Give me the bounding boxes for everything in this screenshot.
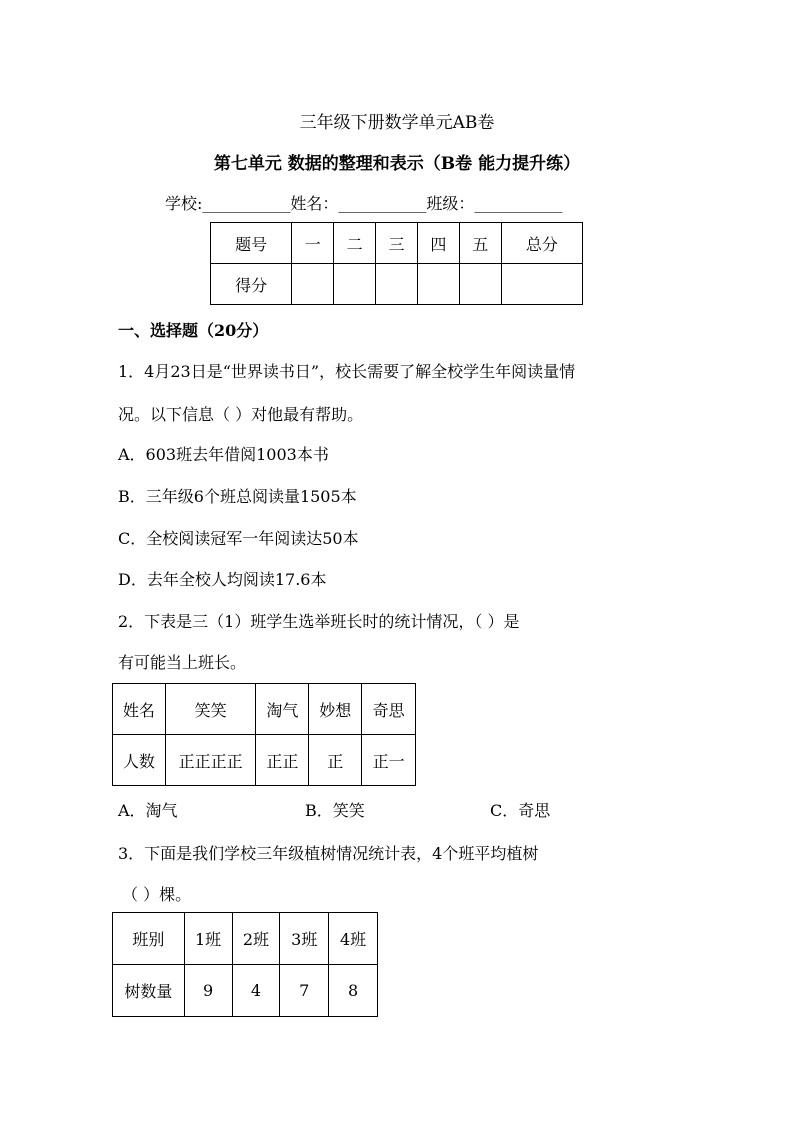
table-cell: 4班 <box>329 913 378 965</box>
table-cell: 7 <box>280 965 329 1017</box>
score-input-cell[interactable] <box>334 264 376 305</box>
q1-option-a: A．603班去年借阅1003本书 <box>118 445 329 464</box>
table-cell: 二 <box>334 223 376 264</box>
table-row <box>113 965 378 1017</box>
table-cell: 笑笑 <box>165 684 256 735</box>
table-cell: 奇思 <box>362 684 416 735</box>
q3-line1: 3．下面是我们学校三年级植树情况统计表，4个班平均植树 <box>118 844 539 863</box>
table-cell: 正 <box>309 735 362 786</box>
score-table <box>210 222 583 305</box>
score-input-cell[interactable] <box>459 264 501 305</box>
table-cell: 正正 <box>256 735 309 786</box>
table-cell: 1班 <box>184 913 232 965</box>
table-cell: 妙想 <box>309 684 362 735</box>
table-cell: 人数 <box>113 735 166 786</box>
q1-option-c: C．全校阅读冠军一年阅读达50本 <box>118 529 359 548</box>
table-cell: 五 <box>459 223 501 264</box>
table-cell: 淘气 <box>256 684 309 735</box>
q2-option-a: A．淘气 <box>118 801 178 820</box>
q1-line1: 1．4月23日是“世界读书日”，校长需要了解全校学生年阅读量情 <box>118 362 576 381</box>
score-input-cell[interactable] <box>417 264 459 305</box>
table-cell: 总分 <box>501 223 582 264</box>
student-info-line: 学校:___________姓名：___________班级：___________ <box>165 194 563 213</box>
table-cell: 9 <box>184 965 232 1017</box>
page-title: 三年级下册数学单元AB卷 <box>299 113 495 133</box>
table-cell: 题号 <box>211 223 292 264</box>
score-input-cell[interactable] <box>292 264 334 305</box>
q2-line1: 2．下表是三（1）班学生选举班长时的统计情况，（ ）是 <box>118 612 520 631</box>
table-cell: 一 <box>292 223 334 264</box>
table-cell: 8 <box>329 965 378 1017</box>
table-cell: 3班 <box>280 913 329 965</box>
table-row <box>113 913 378 965</box>
table-cell: 班别 <box>113 913 185 965</box>
table-cell: 2班 <box>232 913 280 965</box>
table-cell: 得分 <box>211 264 292 305</box>
q1-option-d: D．去年全校人均阅读17.6本 <box>118 570 327 589</box>
score-input-cell[interactable] <box>376 264 418 305</box>
q2-line2: 有可能当上班长。 <box>118 653 247 672</box>
section-heading: 一、选择题（20分） <box>118 321 269 340</box>
q1-option-b: B．三年级6个班总阅读量1505本 <box>118 487 357 506</box>
q2-option-b: B．笑笑 <box>305 801 365 820</box>
tree-table <box>112 912 378 1017</box>
table-row <box>211 223 583 264</box>
table-cell: 树数量 <box>113 965 185 1017</box>
table-cell: 4 <box>232 965 280 1017</box>
q2-option-c: C．奇思 <box>490 801 551 820</box>
table-row <box>211 264 583 305</box>
table-cell: 正一 <box>362 735 416 786</box>
score-input-cell[interactable] <box>501 264 582 305</box>
page-subtitle: 第七单元 数据的整理和表示（B卷 能力提升练） <box>213 154 581 174</box>
table-row <box>113 735 416 786</box>
q1-line2: 况。以下信息（ ）对他最有帮助。 <box>118 405 364 424</box>
q3-line2: （ ）棵。 <box>122 885 192 904</box>
table-cell: 四 <box>417 223 459 264</box>
table-cell: 三 <box>376 223 418 264</box>
table-cell: 正正正正 <box>165 735 256 786</box>
table-row <box>113 684 416 735</box>
table-cell: 姓名 <box>113 684 166 735</box>
vote-table <box>112 683 416 786</box>
